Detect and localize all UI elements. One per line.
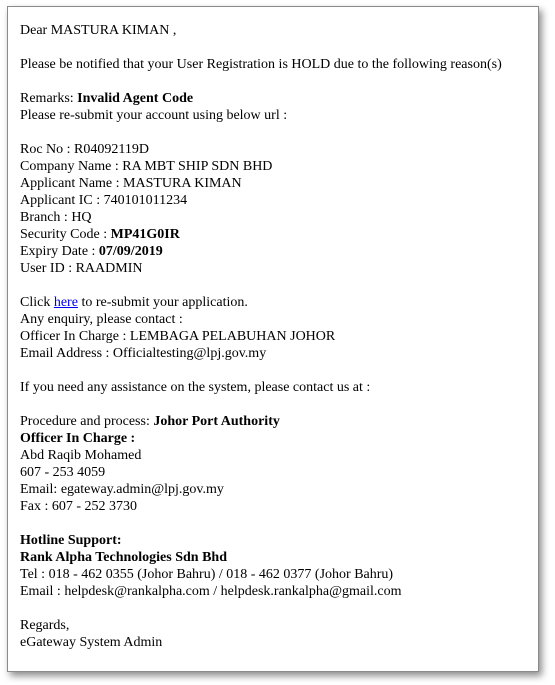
expiry-date-label: Expiry Date : [20,244,99,259]
applicant-ic: Applicant IC : 740101011234 [20,193,188,208]
officer-in-charge-line: Officer In Charge : LEMBAGA PELABUHAN JOHOR [20,329,336,344]
spacer [20,515,535,532]
hotline-email: Email : helpdesk@rankalpha.com / helpdesk.rankalpha@gmail.com [20,584,402,599]
closing: Regards, [20,618,70,633]
expiry-date-line [20,243,535,260]
procedure-line [20,413,535,430]
spacer [20,124,535,141]
spacer [20,362,535,379]
security-code-label: Security Code : [20,227,111,242]
expiry-date-value: 07/09/2019 [98,244,163,259]
assistance-text: If you need any assistance on the system, please contact us at : [20,380,371,395]
applicant-name: Applicant Name : MASTURA KIMAN [20,176,242,191]
hotline-heading-text: Hotline Support: [20,533,122,548]
roc-no: Roc No : R04092119D [20,142,149,157]
remarks-line [20,90,535,107]
officer-heading [20,430,535,447]
notice-text: Please be notified that your User Registration is HOLD due to the following reason(s) [20,57,502,72]
officer-phone: 607 - 253 4059 [20,465,106,480]
security-code-value: MP41G0IR [110,227,180,242]
hotline-company-text: Rank Alpha Technologies Sdn Bhd [20,550,227,565]
signature: eGateway System Admin [20,635,163,650]
procedure-label: Procedure and process: [20,414,154,429]
remarks-value: Invalid Agent Code [77,91,194,106]
spacer [20,39,535,56]
spacer [20,600,535,617]
click-prefix: Click [20,295,54,310]
email-body [20,22,535,651]
resubmit-instruction: Please re-submit your account using below url : [20,108,288,123]
hotline-heading [20,532,535,549]
spacer [20,277,535,294]
procedure-value: Johor Port Authority [153,414,280,429]
branch: Branch : HQ [20,210,92,225]
resubmit-link[interactable]: here [53,295,78,310]
enquiry-text: Any enquiry, please contact : [20,312,183,327]
remarks-label: Remarks: [20,91,78,106]
spacer [20,396,535,413]
officer-heading-text: Officer In Charge : [20,431,136,446]
spacer [20,73,535,90]
email-frame [7,6,539,672]
officer-email: Email: egateway.admin@lpj.gov.my [20,482,224,497]
email-address-line: Email Address : Officialtesting@lpj.gov.my [20,346,267,361]
hotline-company [20,549,535,566]
greeting: Dear MASTURA KIMAN , [20,23,177,38]
officer-name: Abd Raqib Mohamed [20,448,142,463]
hotline-tel: Tel : 018 - 462 0355 (Johor Bahru) / 018 - 462 0377 (Johor Bahru) [20,567,394,582]
company-name: Company Name : RA MBT SHIP SDN BHD [20,159,273,174]
officer-fax: Fax : 607 - 252 3730 [20,499,138,514]
click-line [20,294,535,311]
user-id: User ID : RAADMIN [20,261,143,276]
security-code-line [20,226,535,243]
click-suffix: to re-submit your application. [77,295,248,310]
